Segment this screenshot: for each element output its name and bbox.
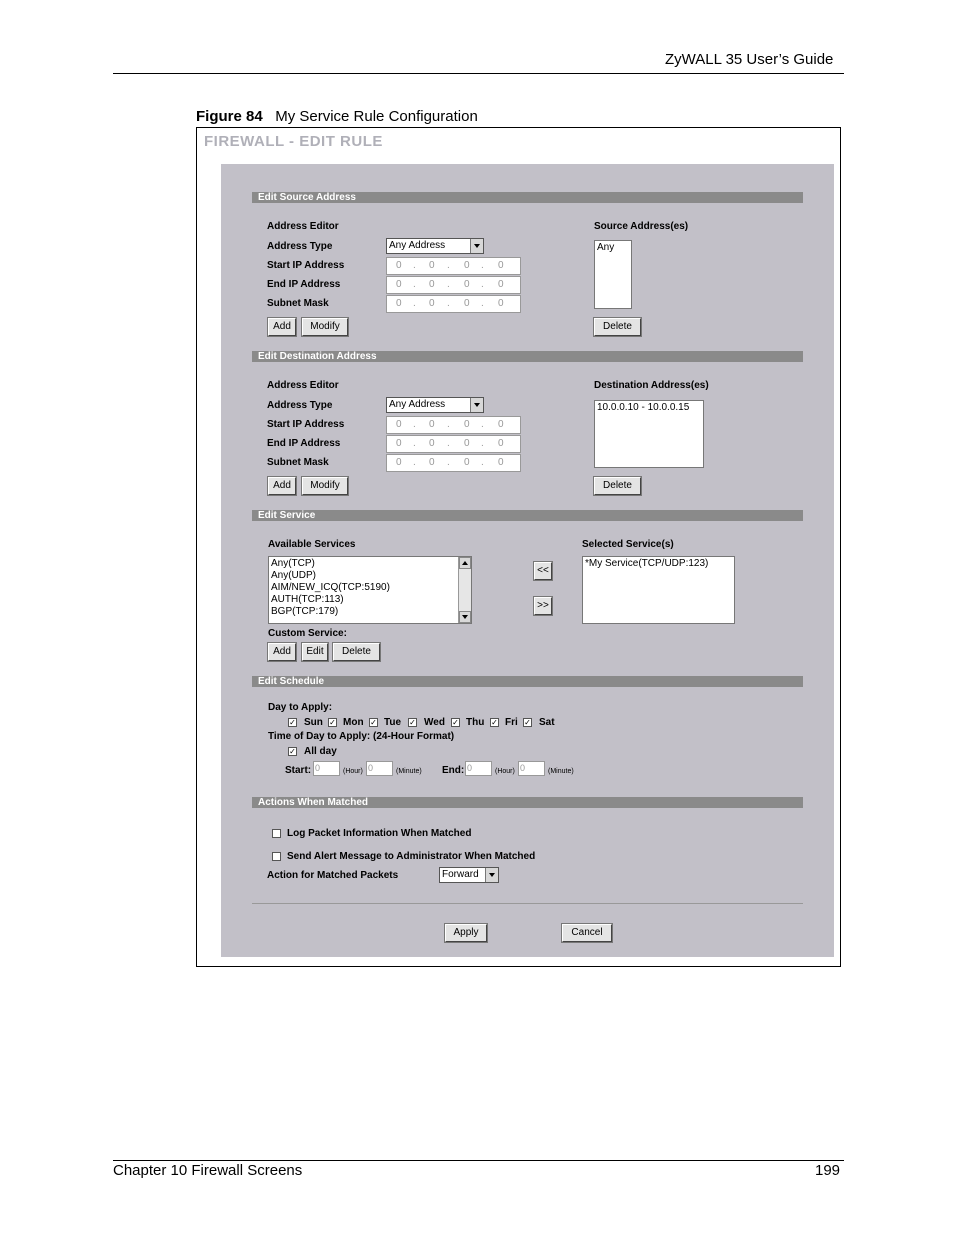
scroll-down-icon[interactable]	[459, 611, 471, 623]
service-add-button[interactable]: Add	[268, 643, 296, 661]
list-item[interactable]: Any	[597, 242, 615, 253]
cancel-button[interactable]: Cancel	[562, 924, 612, 942]
log-packet-checkbox[interactable]	[272, 829, 281, 838]
list-item[interactable]: BGP(TCP:179)	[271, 606, 339, 617]
end-minute-input[interactable]: 0	[518, 761, 545, 776]
source-start-ip-input[interactable]: 0 . 0 . 0 . 0	[386, 257, 521, 275]
page-title: FIREWALL - EDIT RULE	[204, 133, 383, 150]
service-edit-button[interactable]: Edit	[302, 643, 328, 661]
figure-label: Figure 84	[196, 108, 263, 125]
header-rule	[113, 73, 844, 74]
day-checkbox-fri[interactable]: ✓	[491, 718, 498, 727]
dest-editor-label: Address Editor	[267, 380, 339, 391]
day-checkbox-thu[interactable]: ✓	[452, 718, 459, 727]
dest-address-list[interactable]	[594, 400, 704, 468]
time-of-day-label: Time of Day to Apply: (24-Hour Format)	[268, 731, 455, 742]
service-delete-button[interactable]: Delete	[333, 643, 380, 661]
end-minute-unit: (Minute)	[548, 768, 574, 775]
action-value: Forward	[442, 869, 479, 880]
edit-rule-panel	[221, 164, 834, 957]
dest-end-ip-input[interactable]: 0 . 0 . 0 . 0	[386, 435, 521, 453]
start-hour-input[interactable]: 0	[313, 761, 340, 776]
day-checkbox-sat[interactable]: ✓	[524, 718, 531, 727]
dest-start-label: Start IP Address	[267, 419, 345, 430]
dest-subnet-mask-input[interactable]: 0 . 0 . 0 . 0	[386, 454, 521, 472]
figure-caption	[196, 108, 478, 125]
send-alert-label: Send Alert Message to Administrator When Matched	[287, 851, 536, 862]
end-hour-unit: (Hour)	[495, 768, 515, 775]
dest-start-ip-input[interactable]: 0 . 0 . 0 . 0	[386, 416, 521, 434]
start-minute-unit: (Minute)	[396, 768, 422, 775]
doc-header: ZyWALL 35 User’s Guide	[665, 51, 834, 68]
all-day-label: All day	[304, 746, 337, 757]
day-label-thu: Thu	[466, 717, 485, 728]
section-bar-source: Edit Source Address	[252, 192, 803, 203]
day-checkbox-mon[interactable]: ✓	[329, 718, 336, 727]
end-time-label: End:	[442, 765, 465, 776]
custom-service-label: Custom Service:	[268, 628, 347, 639]
section-bar-schedule: Edit Schedule	[252, 676, 803, 687]
dest-address-type-select[interactable]	[386, 397, 484, 413]
source-subnet-mask-input[interactable]: 0 . 0 . 0 . 0	[386, 295, 521, 313]
send-alert-checkbox[interactable]	[272, 852, 281, 861]
source-address-list[interactable]	[594, 240, 632, 309]
source-editor-label: Address Editor	[267, 221, 339, 232]
section-bar-service: Edit Service	[252, 510, 803, 521]
available-services-label: Available Services	[268, 539, 356, 550]
source-list-label: Source Address(es)	[594, 221, 689, 232]
day-label-sun: Sun	[304, 717, 323, 728]
source-address-type-value: Any Address	[389, 240, 446, 251]
source-mask-label: Subnet Mask	[267, 298, 329, 309]
dest-add-button[interactable]: Add	[268, 477, 296, 495]
footer-rule	[113, 1160, 844, 1161]
day-checkbox-tue[interactable]: ✓	[370, 718, 377, 727]
chevron-down-icon[interactable]	[470, 398, 483, 412]
dest-list-label: Destination Address(es)	[594, 380, 709, 391]
day-label-sat: Sat	[539, 717, 555, 728]
source-start-label: Start IP Address	[267, 260, 345, 271]
source-end-label: End IP Address	[267, 279, 341, 290]
day-to-apply-label: Day to Apply:	[268, 702, 333, 713]
source-type-label: Address Type	[267, 241, 333, 252]
start-hour-unit: (Hour)	[343, 768, 363, 775]
dest-end-label: End IP Address	[267, 438, 341, 449]
end-hour-input[interactable]: 0	[465, 761, 492, 776]
day-label-wed: Wed	[424, 717, 445, 728]
action-select[interactable]	[439, 867, 499, 883]
start-time-label: Start:	[285, 765, 312, 776]
day-label-tue: Tue	[384, 717, 402, 728]
action-label: Action for Matched Packets	[267, 870, 399, 881]
dest-mask-label: Subnet Mask	[267, 457, 329, 468]
dest-type-label: Address Type	[267, 400, 333, 411]
day-label-mon: Mon	[343, 717, 364, 728]
section-bar-actions: Actions When Matched	[252, 797, 803, 808]
source-address-type-select[interactable]	[386, 238, 484, 254]
dest-delete-button[interactable]: Delete	[594, 477, 641, 495]
all-day-checkbox[interactable]: ✓	[289, 747, 296, 756]
apply-button[interactable]: Apply	[445, 924, 487, 942]
source-modify-button[interactable]: Modify	[302, 318, 348, 336]
start-minute-input[interactable]: 0	[366, 761, 393, 776]
move-right-button[interactable]: >>	[534, 597, 552, 615]
day-checkbox-wed[interactable]: ✓	[409, 718, 416, 727]
list-item[interactable]: 10.0.0.10 - 10.0.0.15	[597, 402, 690, 413]
dest-modify-button[interactable]: Modify	[302, 477, 348, 495]
log-packet-label: Log Packet Information When Matched	[287, 828, 472, 839]
list-item[interactable]: Any(TCP)	[271, 558, 315, 569]
selected-services-label: Selected Service(s)	[582, 539, 674, 550]
doc-footer-page: 199	[815, 1162, 841, 1179]
divider	[252, 903, 803, 904]
available-services-list[interactable]	[268, 556, 472, 624]
list-item[interactable]: AIM/NEW_ICQ(TCP:5190)	[271, 582, 390, 593]
day-label-fri: Fri	[505, 717, 518, 728]
source-end-ip-input[interactable]: 0 . 0 . 0 . 0	[386, 276, 521, 294]
chevron-down-icon[interactable]	[470, 239, 483, 253]
source-add-button[interactable]: Add	[268, 318, 296, 336]
section-bar-destination: Edit Destination Address	[252, 351, 803, 362]
day-checkbox-sun[interactable]: ✓	[289, 718, 296, 727]
doc-footer-chapter: Chapter 10 Firewall Screens	[113, 1162, 303, 1179]
scrollbar[interactable]	[458, 557, 471, 623]
list-item[interactable]: AUTH(TCP:113)	[271, 594, 344, 605]
screenshot-frame	[196, 127, 841, 967]
list-item[interactable]: *My Service(TCP/UDP:123)	[585, 558, 709, 569]
scroll-up-icon[interactable]	[459, 557, 471, 569]
selected-services-list[interactable]	[582, 556, 735, 624]
chevron-down-icon[interactable]	[485, 868, 498, 882]
list-item[interactable]: Any(UDP)	[271, 570, 317, 581]
figure-title: My Service Rule Configuration	[275, 108, 478, 125]
move-left-button[interactable]: <<	[534, 562, 552, 580]
dest-address-type-value: Any Address	[389, 399, 446, 410]
source-delete-button[interactable]: Delete	[594, 318, 641, 336]
